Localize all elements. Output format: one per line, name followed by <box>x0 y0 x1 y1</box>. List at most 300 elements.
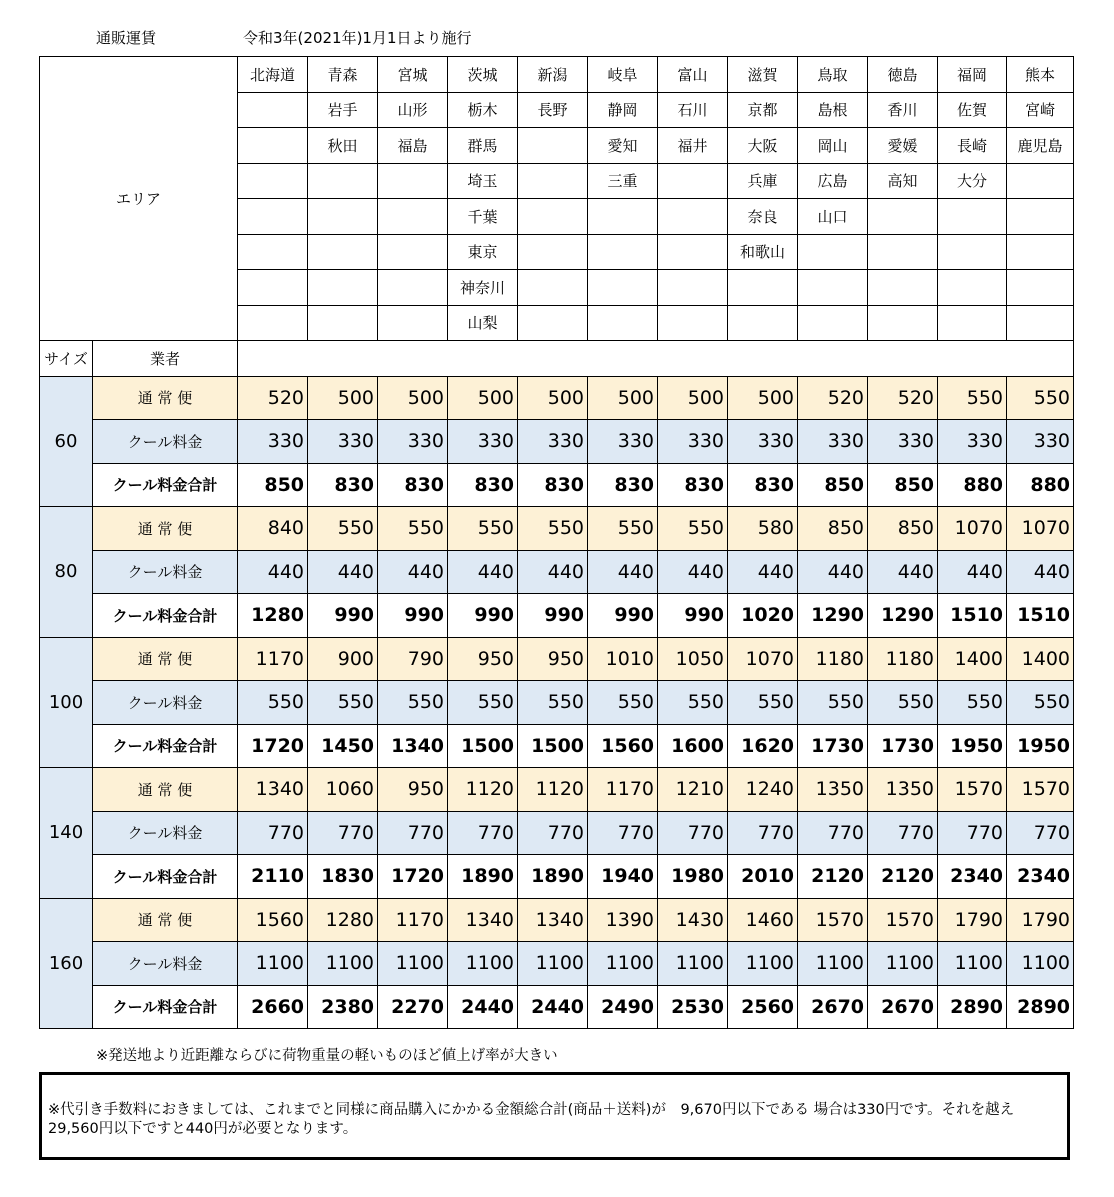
area-cell <box>938 270 1007 306</box>
rate-cell: 900 <box>308 637 378 681</box>
area-cell: 鳥取 <box>798 57 868 93</box>
rate-cell: 1890 <box>448 855 518 899</box>
rate-cell: 1100 <box>518 942 588 986</box>
rate-cell: 1100 <box>308 942 378 986</box>
rate-cell: 2010 <box>728 855 798 899</box>
area-cell: 茨城 <box>448 57 518 93</box>
rate-cell: 1340 <box>518 898 588 942</box>
rate-cell: 2440 <box>518 985 588 1029</box>
rate-cell: 1350 <box>798 768 868 812</box>
area-cell <box>868 270 938 306</box>
rate-cell: 770 <box>518 811 588 855</box>
row-label-normal: 通 常 便 <box>93 376 238 420</box>
area-cell <box>378 234 448 270</box>
rate-cell: 500 <box>588 376 658 420</box>
rate-cell: 1010 <box>588 637 658 681</box>
area-cell: 京都 <box>728 92 798 128</box>
rate-cell: 1390 <box>588 898 658 942</box>
rate-cell: 550 <box>378 681 448 725</box>
area-cell: 兵庫 <box>728 163 798 199</box>
rate-row-cool <box>40 550 1074 594</box>
size-label: 60 <box>40 376 93 507</box>
rate-cell: 1730 <box>798 724 868 768</box>
rate-cell: 1340 <box>238 768 308 812</box>
area-cell <box>798 234 868 270</box>
area-cell: 神奈川 <box>448 270 518 306</box>
area-cell: 山形 <box>378 92 448 128</box>
rate-cell: 830 <box>728 463 798 507</box>
rate-cell: 1100 <box>1007 942 1074 986</box>
rate-row-normal <box>40 507 1074 551</box>
rate-cell: 330 <box>378 420 448 464</box>
rate-cell: 330 <box>868 420 938 464</box>
rate-cell: 1830 <box>308 855 378 899</box>
area-cell: 愛知 <box>588 128 658 164</box>
cod-note: ※代引き手数料におきましては、これまでと同様に商品購入にかかる金額総合計(商品＋送料)が 9,670円以下である 場合は330円です。それを越え29,560円以下ですと440円が必要となります。 <box>48 1102 1015 1137</box>
rate-cell: 770 <box>1007 811 1074 855</box>
area-cell: 鹿児島 <box>1007 128 1074 164</box>
rate-cell: 2120 <box>798 855 868 899</box>
area-cell <box>308 163 378 199</box>
rate-cell: 550 <box>868 681 938 725</box>
row-label-total: クール料金合計 <box>93 463 238 507</box>
rate-cell: 830 <box>378 463 448 507</box>
size-label: 100 <box>40 637 93 768</box>
rate-row-cool <box>40 811 1074 855</box>
rate-cell: 550 <box>308 681 378 725</box>
rate-cell: 330 <box>448 420 518 464</box>
rate-cell: 790 <box>378 637 448 681</box>
rate-cell: 500 <box>378 376 448 420</box>
area-cell <box>238 163 308 199</box>
rate-cell: 550 <box>448 507 518 551</box>
size-label: 80 <box>40 507 93 638</box>
rate-cell: 2660 <box>238 985 308 1029</box>
rate-cell: 520 <box>798 376 868 420</box>
rate-cell: 830 <box>588 463 658 507</box>
area-cell <box>868 199 938 235</box>
effective-date: 令和3年(2021年)1月1日より施行 <box>243 29 472 47</box>
header-row <box>40 341 1074 377</box>
area-cell <box>378 270 448 306</box>
rate-cell: 1100 <box>868 942 938 986</box>
rate-cell: 330 <box>798 420 868 464</box>
area-cell: 福井 <box>658 128 728 164</box>
rate-row-total <box>40 594 1074 638</box>
rate-cell: 1950 <box>938 724 1007 768</box>
rate-cell: 1070 <box>1007 507 1074 551</box>
area-cell <box>588 234 658 270</box>
area-cell: 岡山 <box>798 128 868 164</box>
rate-cell: 1170 <box>238 637 308 681</box>
rate-cell: 500 <box>658 376 728 420</box>
rate-cell: 550 <box>518 507 588 551</box>
area-cell <box>868 305 938 341</box>
area-cell: 岐阜 <box>588 57 658 93</box>
rate-cell: 1720 <box>238 724 308 768</box>
rate-cell: 1120 <box>518 768 588 812</box>
rate-cell: 580 <box>728 507 798 551</box>
row-label-cool: クール料金 <box>93 550 238 594</box>
area-cell <box>238 199 308 235</box>
rate-cell: 850 <box>798 463 868 507</box>
area-cell: 岩手 <box>308 92 378 128</box>
area-cell <box>1007 199 1074 235</box>
row-label-cool: クール料金 <box>93 811 238 855</box>
rate-cell: 840 <box>238 507 308 551</box>
rate-cell: 550 <box>1007 376 1074 420</box>
rate-cell: 1790 <box>1007 898 1074 942</box>
area-cell <box>378 163 448 199</box>
rate-cell: 520 <box>868 376 938 420</box>
rate-row-total <box>40 724 1074 768</box>
rate-cell: 550 <box>518 681 588 725</box>
area-cell <box>588 305 658 341</box>
rate-cell: 550 <box>238 681 308 725</box>
rate-cell: 770 <box>798 811 868 855</box>
rate-cell: 830 <box>308 463 378 507</box>
rate-cell: 1100 <box>798 942 868 986</box>
rate-cell: 1560 <box>238 898 308 942</box>
rate-cell: 2560 <box>728 985 798 1029</box>
rate-cell: 770 <box>938 811 1007 855</box>
rate-cell: 1100 <box>378 942 448 986</box>
rate-cell: 2530 <box>658 985 728 1029</box>
area-cell <box>938 199 1007 235</box>
area-cell: 長崎 <box>938 128 1007 164</box>
area-cell <box>308 234 378 270</box>
rate-cell: 1980 <box>658 855 728 899</box>
row-label-normal: 通 常 便 <box>93 768 238 812</box>
rate-cell: 330 <box>728 420 798 464</box>
rate-cell: 330 <box>518 420 588 464</box>
area-cell: 佐賀 <box>938 92 1007 128</box>
rate-cell: 950 <box>378 768 448 812</box>
row-label-normal: 通 常 便 <box>93 637 238 681</box>
area-cell <box>798 305 868 341</box>
size-header: サイズ <box>40 341 93 377</box>
area-cell <box>658 234 728 270</box>
rate-cell: 330 <box>308 420 378 464</box>
area-cell: 宮城 <box>378 57 448 93</box>
area-cell <box>728 270 798 306</box>
area-cell <box>518 128 588 164</box>
rate-cell: 830 <box>518 463 588 507</box>
rate-cell: 770 <box>868 811 938 855</box>
rate-cell: 830 <box>658 463 728 507</box>
rate-cell: 550 <box>938 681 1007 725</box>
rate-cell: 500 <box>728 376 798 420</box>
rate-row-normal <box>40 376 1074 420</box>
area-cell <box>728 305 798 341</box>
rate-cell: 500 <box>308 376 378 420</box>
rate-cell: 1290 <box>798 594 868 638</box>
rate-cell: 850 <box>868 463 938 507</box>
rate-cell: 770 <box>238 811 308 855</box>
rate-cell: 990 <box>308 594 378 638</box>
rate-cell: 2890 <box>1007 985 1074 1029</box>
rate-cell: 1400 <box>938 637 1007 681</box>
area-cell: 香川 <box>868 92 938 128</box>
rate-cell: 1100 <box>728 942 798 986</box>
rate-cell: 440 <box>1007 550 1074 594</box>
rate-cell: 1100 <box>238 942 308 986</box>
area-cell: 熊本 <box>1007 57 1074 93</box>
rate-cell: 880 <box>938 463 1007 507</box>
area-cell: 愛媛 <box>868 128 938 164</box>
area-cell <box>308 270 378 306</box>
rate-cell: 440 <box>798 550 868 594</box>
area-cell <box>1007 234 1074 270</box>
shipping-rate-table <box>39 56 1074 1029</box>
header-blank <box>238 341 1074 377</box>
area-cell <box>1007 163 1074 199</box>
area-cell: 栃木 <box>448 92 518 128</box>
rate-cell: 440 <box>238 550 308 594</box>
rate-cell: 440 <box>588 550 658 594</box>
rate-cell: 850 <box>868 507 938 551</box>
rate-cell: 1430 <box>658 898 728 942</box>
rate-cell: 2490 <box>588 985 658 1029</box>
area-cell <box>588 270 658 306</box>
area-cell <box>798 270 868 306</box>
area-cell <box>868 234 938 270</box>
rate-cell: 770 <box>728 811 798 855</box>
rate-cell: 1180 <box>868 637 938 681</box>
rate-cell: 990 <box>588 594 658 638</box>
rate-cell: 1570 <box>798 898 868 942</box>
rate-cell: 1060 <box>308 768 378 812</box>
area-cell <box>238 128 308 164</box>
rate-cell: 550 <box>658 507 728 551</box>
rate-cell: 1120 <box>448 768 518 812</box>
rate-cell: 850 <box>238 463 308 507</box>
rate-cell: 2890 <box>938 985 1007 1029</box>
rate-cell: 990 <box>378 594 448 638</box>
rate-cell: 1350 <box>868 768 938 812</box>
area-cell: 山梨 <box>448 305 518 341</box>
rate-cell: 2110 <box>238 855 308 899</box>
area-cell <box>308 305 378 341</box>
rate-row-cool <box>40 942 1074 986</box>
rate-cell: 1720 <box>378 855 448 899</box>
rate-cell: 1890 <box>518 855 588 899</box>
rate-cell: 440 <box>868 550 938 594</box>
rate-cell: 440 <box>518 550 588 594</box>
rate-cell: 770 <box>308 811 378 855</box>
rate-row-cool <box>40 681 1074 725</box>
area-cell: 三重 <box>588 163 658 199</box>
row-label-total: クール料金合計 <box>93 724 238 768</box>
area-cell: 石川 <box>658 92 728 128</box>
area-cell <box>658 305 728 341</box>
rate-cell: 520 <box>238 376 308 420</box>
rate-cell: 1020 <box>728 594 798 638</box>
area-cell <box>658 163 728 199</box>
area-cell: 新潟 <box>518 57 588 93</box>
rate-cell: 1500 <box>448 724 518 768</box>
rate-cell: 330 <box>658 420 728 464</box>
rate-cell: 1790 <box>938 898 1007 942</box>
rate-cell: 440 <box>448 550 518 594</box>
area-cell: 高知 <box>868 163 938 199</box>
rate-cell: 1950 <box>1007 724 1074 768</box>
row-label-cool: クール料金 <box>93 681 238 725</box>
area-cell <box>238 234 308 270</box>
rate-cell: 1570 <box>938 768 1007 812</box>
area-cell: 東京 <box>448 234 518 270</box>
area-cell: 福島 <box>378 128 448 164</box>
rate-cell: 2120 <box>868 855 938 899</box>
rate-cell: 550 <box>798 681 868 725</box>
rate-cell: 1210 <box>658 768 728 812</box>
distance-note: ※発送地より近距離ならびに荷物重量の軽いものほど値上げ率が大きい <box>96 1048 558 1064</box>
area-cell: 福岡 <box>938 57 1007 93</box>
rate-cell: 1340 <box>378 724 448 768</box>
rate-cell: 990 <box>658 594 728 638</box>
area-cell <box>938 234 1007 270</box>
rate-cell: 2440 <box>448 985 518 1029</box>
rate-cell: 1070 <box>728 637 798 681</box>
rate-cell: 440 <box>938 550 1007 594</box>
area-cell <box>518 234 588 270</box>
rate-cell: 1280 <box>308 898 378 942</box>
rate-cell: 2270 <box>378 985 448 1029</box>
rate-cell: 770 <box>448 811 518 855</box>
rate-row-normal <box>40 768 1074 812</box>
rate-cell: 1290 <box>868 594 938 638</box>
rate-cell: 550 <box>1007 681 1074 725</box>
row-label-normal: 通 常 便 <box>93 507 238 551</box>
area-cell <box>1007 305 1074 341</box>
rate-cell: 1510 <box>938 594 1007 638</box>
area-cell <box>658 270 728 306</box>
area-cell <box>588 199 658 235</box>
rate-cell: 440 <box>378 550 448 594</box>
rate-cell: 550 <box>378 507 448 551</box>
area-cell: 静岡 <box>588 92 658 128</box>
rate-cell: 1050 <box>658 637 728 681</box>
rate-cell: 1340 <box>448 898 518 942</box>
area-cell <box>938 305 1007 341</box>
rate-cell: 440 <box>658 550 728 594</box>
rate-cell: 1560 <box>588 724 658 768</box>
area-cell: 広島 <box>798 163 868 199</box>
area-row <box>40 57 1074 93</box>
area-cell: 埼玉 <box>448 163 518 199</box>
rate-cell: 990 <box>448 594 518 638</box>
rate-cell: 1240 <box>728 768 798 812</box>
rate-cell: 1940 <box>588 855 658 899</box>
area-cell: 千葉 <box>448 199 518 235</box>
rate-cell: 1400 <box>1007 637 1074 681</box>
rate-cell: 330 <box>1007 420 1074 464</box>
rate-cell: 1460 <box>728 898 798 942</box>
rate-cell: 1070 <box>938 507 1007 551</box>
area-cell <box>1007 270 1074 306</box>
rate-cell: 2340 <box>938 855 1007 899</box>
area-cell <box>378 305 448 341</box>
rate-cell: 550 <box>728 681 798 725</box>
rate-cell: 850 <box>798 507 868 551</box>
rate-row-normal <box>40 637 1074 681</box>
rate-cell: 1450 <box>308 724 378 768</box>
rate-cell: 770 <box>588 811 658 855</box>
row-label-normal: 通 常 便 <box>93 898 238 942</box>
rate-cell: 2670 <box>868 985 938 1029</box>
area-cell: 北海道 <box>238 57 308 93</box>
rate-cell: 1600 <box>658 724 728 768</box>
rate-cell: 550 <box>588 681 658 725</box>
area-cell <box>518 305 588 341</box>
area-cell: 徳島 <box>868 57 938 93</box>
rate-cell: 1100 <box>938 942 1007 986</box>
rate-cell: 1100 <box>658 942 728 986</box>
rate-cell: 950 <box>518 637 588 681</box>
rate-row-cool <box>40 420 1074 464</box>
row-label-total: クール料金合計 <box>93 985 238 1029</box>
area-cell: 長野 <box>518 92 588 128</box>
area-label: エリア <box>40 57 238 341</box>
rate-cell: 440 <box>308 550 378 594</box>
rate-row-total <box>40 985 1074 1029</box>
area-cell: 富山 <box>658 57 728 93</box>
area-cell: 滋賀 <box>728 57 798 93</box>
rate-cell: 2380 <box>308 985 378 1029</box>
rate-cell: 830 <box>448 463 518 507</box>
rate-cell: 440 <box>728 550 798 594</box>
area-cell <box>238 92 308 128</box>
area-cell <box>238 270 308 306</box>
area-cell <box>658 199 728 235</box>
rate-cell: 2670 <box>798 985 868 1029</box>
rate-cell: 990 <box>518 594 588 638</box>
rate-cell: 1570 <box>1007 768 1074 812</box>
rate-cell: 770 <box>658 811 728 855</box>
area-cell: 青森 <box>308 57 378 93</box>
area-cell: 島根 <box>798 92 868 128</box>
rate-cell: 1170 <box>378 898 448 942</box>
area-cell <box>518 270 588 306</box>
size-label: 160 <box>40 898 93 1029</box>
rate-cell: 330 <box>238 420 308 464</box>
area-cell <box>238 305 308 341</box>
area-cell: 宮崎 <box>1007 92 1074 128</box>
rate-row-total <box>40 855 1074 899</box>
row-label-total: クール料金合計 <box>93 594 238 638</box>
rate-cell: 330 <box>588 420 658 464</box>
rate-cell: 500 <box>518 376 588 420</box>
row-label-cool: クール料金 <box>93 420 238 464</box>
rate-cell: 1500 <box>518 724 588 768</box>
row-label-cool: クール料金 <box>93 942 238 986</box>
area-cell <box>308 199 378 235</box>
rate-cell: 550 <box>588 507 658 551</box>
area-cell: 秋田 <box>308 128 378 164</box>
area-cell: 大阪 <box>728 128 798 164</box>
rate-cell: 550 <box>938 376 1007 420</box>
rate-cell: 1280 <box>238 594 308 638</box>
row-label-total: クール料金合計 <box>93 855 238 899</box>
carrier-header: 業者 <box>93 341 238 377</box>
rate-cell: 770 <box>378 811 448 855</box>
area-cell: 和歌山 <box>728 234 798 270</box>
rate-cell: 2340 <box>1007 855 1074 899</box>
area-cell: 奈良 <box>728 199 798 235</box>
rate-cell: 1180 <box>798 637 868 681</box>
rate-row-total <box>40 463 1074 507</box>
rate-cell: 1170 <box>588 768 658 812</box>
